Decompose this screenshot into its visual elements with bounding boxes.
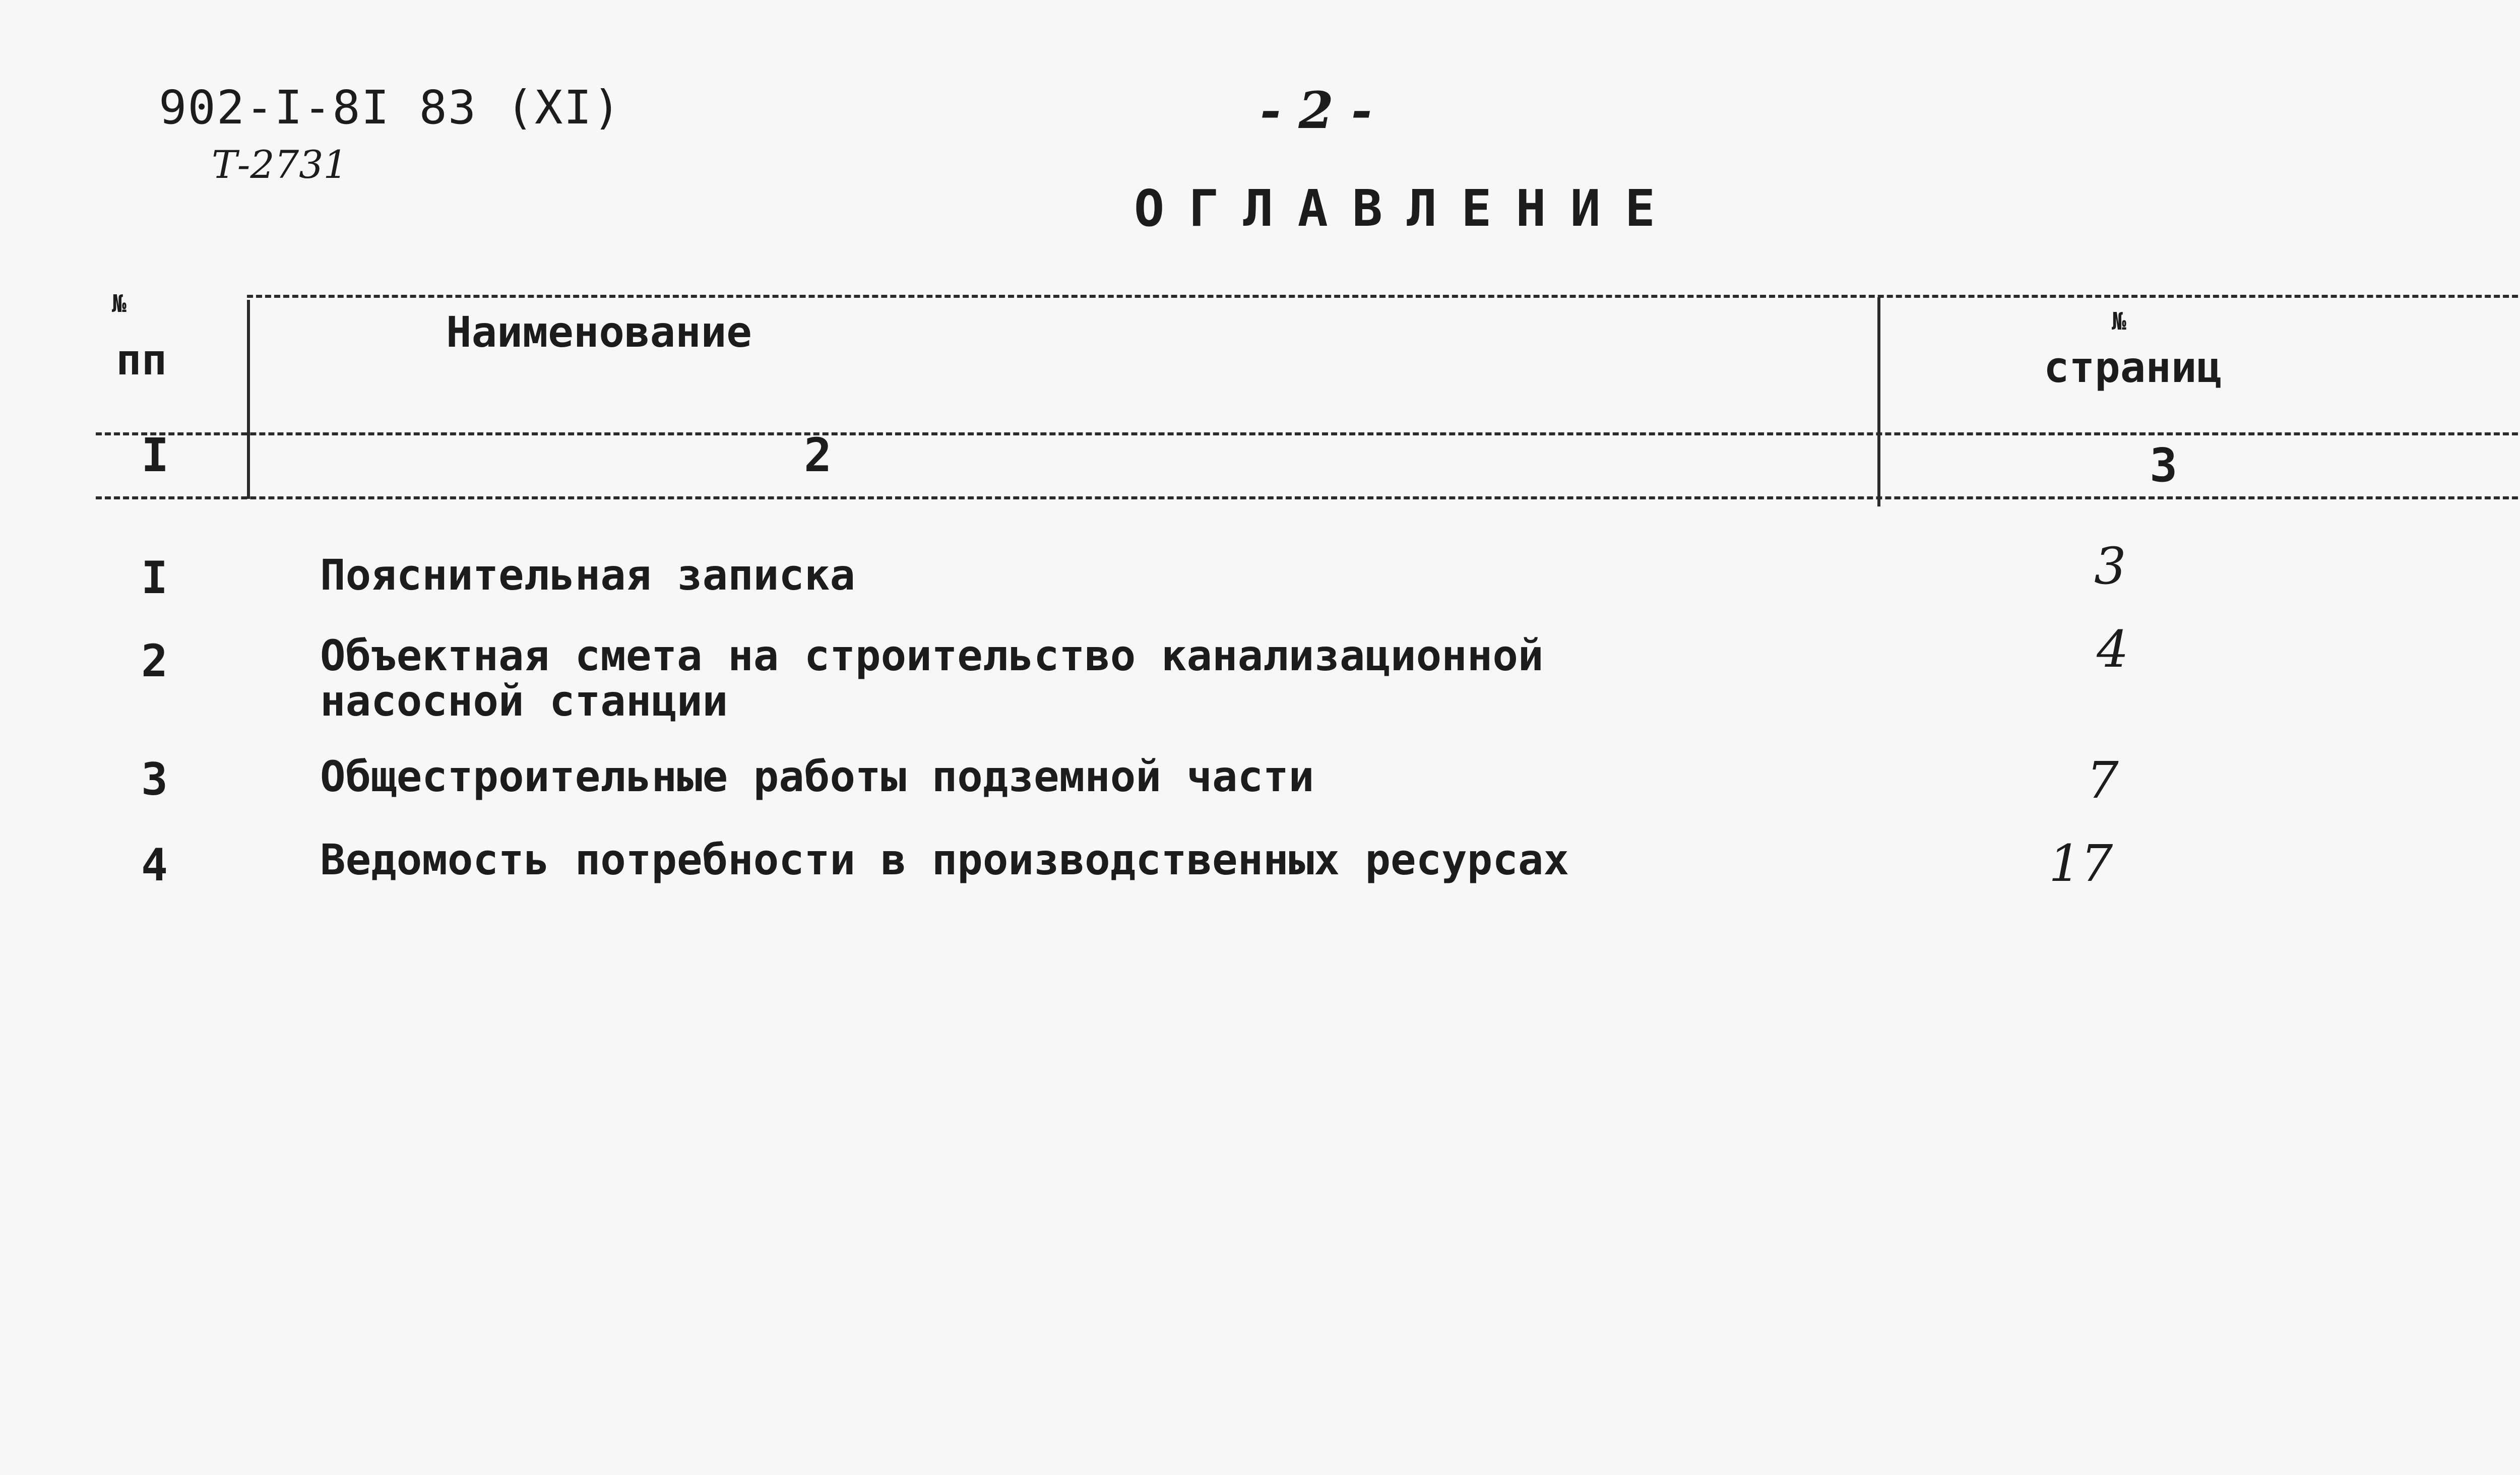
column-number-1: I bbox=[141, 428, 169, 482]
table-row-number: I bbox=[141, 552, 168, 604]
page-title: ОГЛАВЛЕНИЕ bbox=[1134, 179, 1680, 238]
column-header-number: пп bbox=[116, 335, 167, 384]
column-header-pages: страниц bbox=[2044, 343, 2223, 392]
inventory-number: Т-2731 bbox=[212, 142, 348, 187]
table-top-rule bbox=[247, 295, 2520, 298]
table-row-number: 3 bbox=[141, 753, 168, 805]
page-number: - 2 - bbox=[1260, 81, 1372, 140]
table-row-title: Объектная смета на строительство канализационной bbox=[320, 631, 1544, 680]
table-row-page: 17 bbox=[2049, 834, 2113, 893]
column-header-name: Наименование bbox=[446, 307, 752, 357]
table-row-number: 2 bbox=[141, 635, 168, 687]
column-divider-2 bbox=[1877, 297, 1880, 506]
column-number-3: 3 bbox=[2150, 438, 2178, 492]
header-bottom-rule bbox=[96, 432, 2520, 435]
document-code: 902-I-8I 83 (XI) bbox=[159, 81, 622, 135]
table-row-title: Общестроительные работы подземной части bbox=[320, 752, 1314, 801]
column-header-number-top: № bbox=[112, 290, 127, 318]
table-row-page: 7 bbox=[2087, 751, 2119, 810]
column-divider-1 bbox=[247, 300, 250, 499]
table-row-title-continuation: насосной станции bbox=[320, 676, 728, 726]
column-header-pages-top: № bbox=[2112, 307, 2126, 336]
table-row-title: Ведомость потребности в производственных ресурсах bbox=[320, 835, 1569, 884]
table-row-title: Пояснительная записка bbox=[320, 550, 856, 600]
table-row-number: 4 bbox=[141, 839, 168, 891]
table-row-page: 3 bbox=[2094, 537, 2126, 596]
column-numbers-bottom-rule bbox=[96, 496, 2520, 499]
table-row-page: 4 bbox=[2097, 620, 2129, 679]
column-number-2: 2 bbox=[804, 428, 832, 482]
